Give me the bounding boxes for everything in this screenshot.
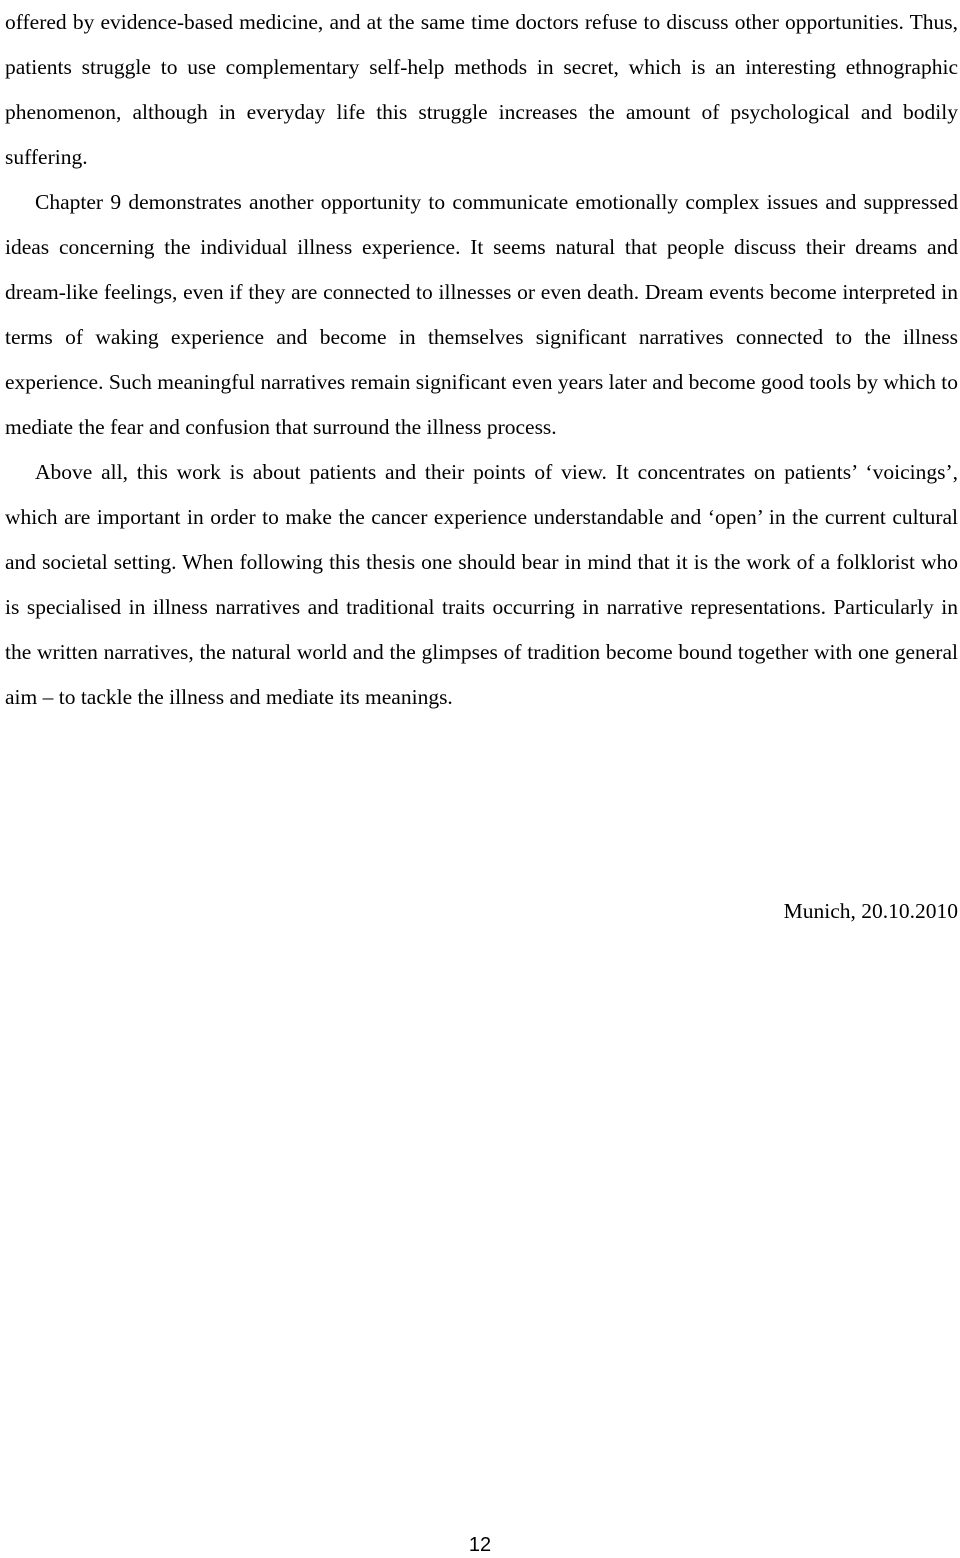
body-text <box>5 0 958 720</box>
page-number: 12 <box>468 1534 492 1556</box>
paragraph-3: Above all, this work is about patients and their points of view. It concentrates on patients’ ‘voicings’, which are important in order to make the cancer experience understandable and ‘open’ in the current cultural and societal setting. When following this thesis one should bear in mind that it is the work of a folklorist who is specialised in illness narratives and traditional traits occurring in narrative representations. Particularly in the written narratives, the natural world and the glimpses of tradition become bound together with one general aim – to tackle the illness and mediate its meanings. <box>5 460 958 709</box>
paragraph-2: Chapter 9 demonstrates another opportunity to communicate emotionally complex issues and suppressed ideas concerning the individual illness experience. It seems natural that people discuss their dreams and dream-like feelings, even if they are connected to illnesses or even death. Dream events become interpreted in terms of waking experience and become in themselves significant narratives connected to the illness experience. Such meaningful narratives remain significant even years later and become good tools by which to mediate the fear and confusion that surround the illness process. <box>5 190 958 439</box>
paragraph-1: offered by evidence-based medicine, and at the same time doctors refuse to discuss other opportunities. Thus, patients struggle to use complementary self-help methods in secret, which is an interesting ethnographic phenomenon, although in everyday life this struggle increases the amount of psychological and bodily suffering. <box>5 10 958 169</box>
signature-place-date: Munich, 20.10.2010 <box>783 899 958 923</box>
